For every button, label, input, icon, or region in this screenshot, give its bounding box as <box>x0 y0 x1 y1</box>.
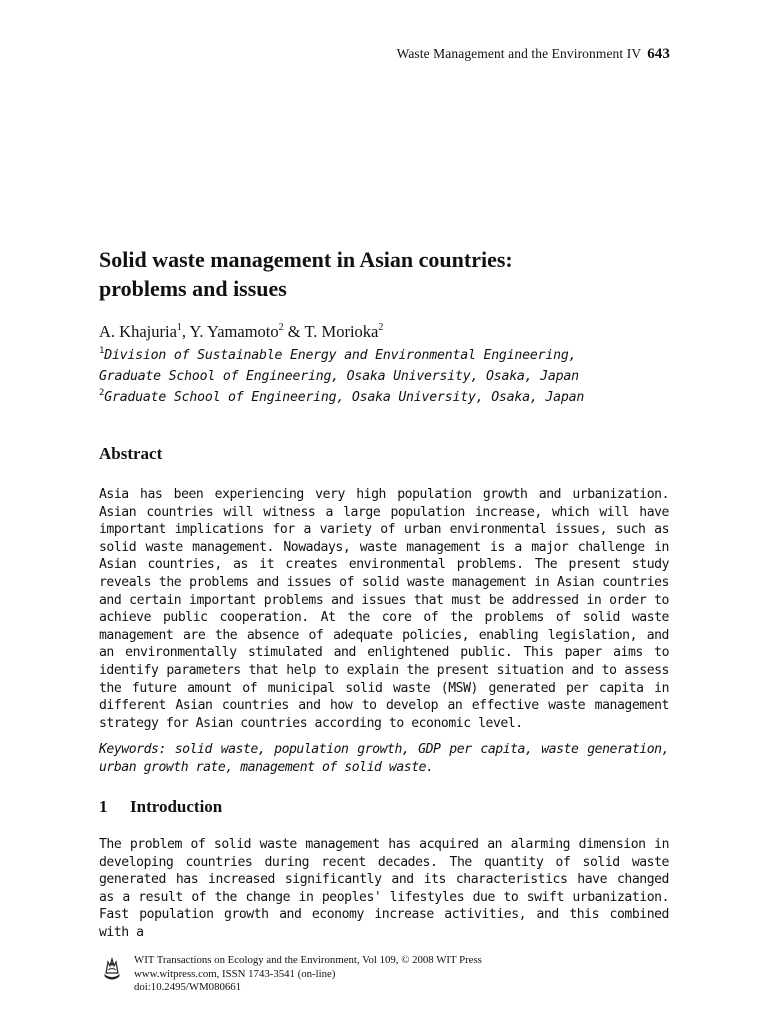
title-line-2: problems and issues <box>99 276 287 301</box>
running-header <box>397 46 670 63</box>
affiliations <box>99 345 669 408</box>
title-line-1: Solid waste management in Asian countries: <box>99 247 513 272</box>
affil-line: Graduate School of Engineering, Osaka University, Osaka, Japan <box>99 369 579 384</box>
author-name: T. Morioka <box>304 322 379 341</box>
author-affil-mark: 1 <box>176 322 182 333</box>
author-name: A. Khajuria <box>99 322 177 341</box>
footer-issn-line: www.witpress.com, ISSN 1743-3541 (on-line) <box>134 967 336 980</box>
author-affil-mark: 2 <box>278 322 284 333</box>
abstract-heading: Abstract <box>99 444 163 463</box>
affil-mark: 2 <box>99 388 105 398</box>
footer-text <box>134 954 482 995</box>
author-separator: & <box>283 322 305 341</box>
section-title: Introduction <box>130 797 223 816</box>
footer-journal-line: WIT Transactions on Ecology and the Environment, Vol 109, © 2008 WIT Press <box>134 954 482 966</box>
affil-line: Graduate School of Engineering, Osaka University, Osaka, Japan <box>104 390 585 405</box>
author-name: Y. Yamamoto <box>189 322 279 341</box>
keywords: Keywords: solid waste, population growth, GDP per capita, waste generation, urban growth rate, management of solid waste. <box>99 742 669 775</box>
section-heading-introduction <box>99 797 669 817</box>
page-number: 643 <box>647 46 670 62</box>
affil-mark: 1 <box>99 346 105 356</box>
author-separator: , <box>181 322 190 341</box>
author-list <box>99 322 669 342</box>
introduction-body: The problem of solid waste management has acquired an alarming dimension in developing countries during recent decades. The quantity of solid waste generated has increased significantly and its characteristics have changed as a result of the change in peoples' lifestyles due to swift urbanization. Fast population growth and economy increase activities, and this combined with a <box>99 837 669 940</box>
paper-title <box>99 245 669 303</box>
affil-line: Division of Sustainable Energy and Environmental Engineering, <box>104 348 577 363</box>
section-number: 1 <box>99 797 108 816</box>
footer-doi-line: doi:10.2495/WM080661 <box>134 981 242 993</box>
abstract-body: Asia has been experiencing very high population growth and urbanization. Asian countries will witness a large population increase, which will have important implications for a variety of urban environmental issues, such as solid waste management. Nowadays, waste management is a major challenge in Asian countries, as it creates environmental problems. The present study reveals the problems and issues of solid waste management in Asian countries and certain important problems and issues that must be addressed in order to achieve public cooperation. At the core of the problems of solid waste management are the absence of adequate policies, enabling legislation, and an environmentally stimulated and enlightened public. This paper aims to identify parameters that help to explain the present situation and to assess the future amount of municipal solid waste (MSW) generated per capita in different Asian countries and how to develop an effective waste management strategy for Asian countries according to economic level. <box>99 487 669 731</box>
author-affil-mark: 2 <box>378 322 384 333</box>
running-title: Waste Management and the Environment IV <box>396 46 642 61</box>
wit-press-logo-icon <box>100 954 124 982</box>
